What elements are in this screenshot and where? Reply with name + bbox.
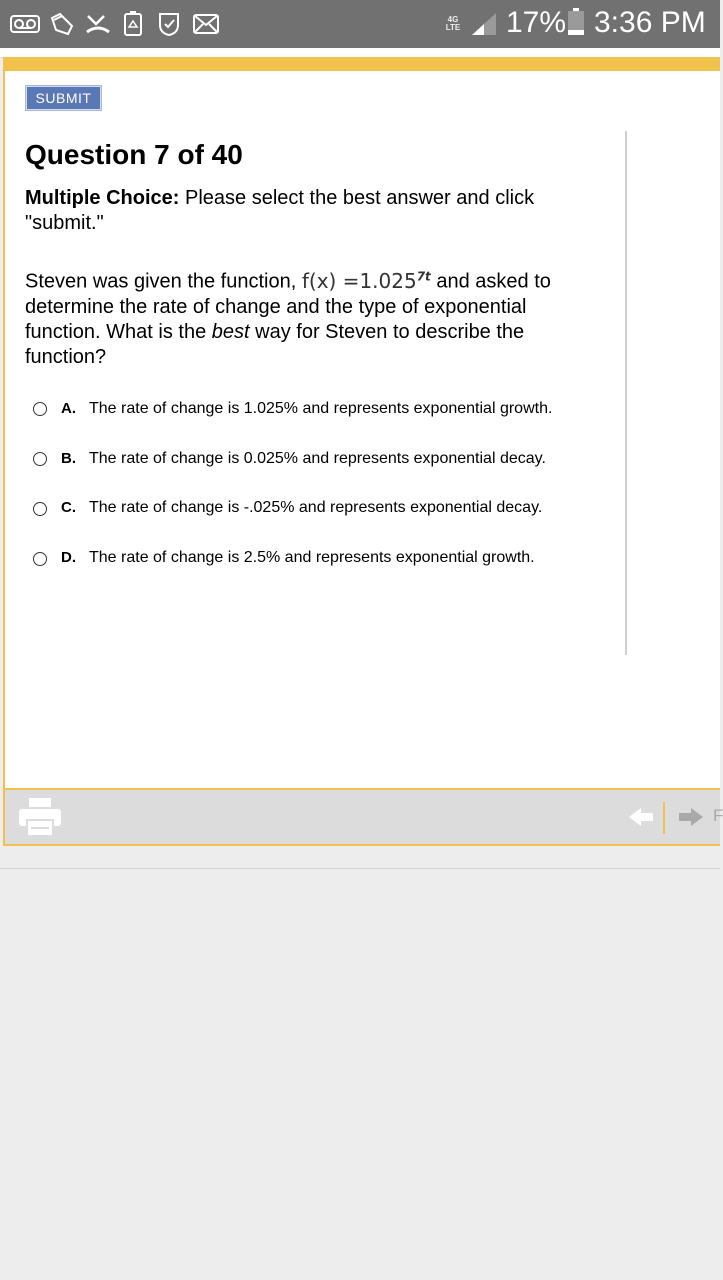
radio-button[interactable] xyxy=(33,552,47,566)
signal-icon xyxy=(470,12,498,36)
instructions-text: Please select the best answer and click "submit." xyxy=(25,187,535,234)
choice-text[interactable]: The rate of change is 2.5% and represents exponential growth. xyxy=(89,549,535,566)
choice-text[interactable]: The rate of change is -.025% and represents exponential decay. xyxy=(89,499,543,516)
stem-emphasis: best xyxy=(211,320,250,343)
stem-text-3: way for Steven to describe the function? xyxy=(25,320,525,368)
submit-button[interactable]: SUBMIT xyxy=(25,85,102,111)
nav-partial-label: F xyxy=(713,806,723,825)
choice-text[interactable]: The rate of change is 0.025% and represents exponential decay. xyxy=(89,450,546,467)
choice-letter: C. xyxy=(61,499,76,516)
voicemail-icon xyxy=(10,12,40,36)
choice-letter: D. xyxy=(61,549,76,566)
page-divider xyxy=(0,868,720,869)
function-base: f(x) =1.025 xyxy=(301,268,417,293)
question-stem xyxy=(25,264,595,370)
print-icon[interactable] xyxy=(19,798,61,841)
choice-letter: B. xyxy=(61,450,76,467)
choice-c[interactable] xyxy=(33,497,47,521)
vertical-divider xyxy=(625,131,627,655)
frame-header-bar xyxy=(5,57,720,71)
mail-icon xyxy=(193,12,219,36)
quiz-frame xyxy=(3,57,723,846)
instructions xyxy=(25,186,585,236)
back-arrow-icon[interactable] xyxy=(627,806,655,833)
flag-badge-icon xyxy=(156,12,182,36)
clock: 3:36 PM xyxy=(594,6,706,39)
bottom-toolbar xyxy=(5,788,723,844)
choice-b[interactable] xyxy=(33,447,47,471)
radio-button[interactable] xyxy=(33,402,47,416)
instructions-label: Multiple Choice: xyxy=(25,187,180,209)
stem-text-1: Steven was given the function, xyxy=(25,270,302,293)
stem-text-2: and asked to determine the rate of change and the type of exponential function. What is the xyxy=(25,270,551,343)
recycle-icon xyxy=(122,12,144,36)
choice-letter: A. xyxy=(61,400,76,417)
battery-percent: 17% xyxy=(506,6,567,39)
choice-a[interactable] xyxy=(33,397,47,421)
missed-call-icon xyxy=(85,12,111,36)
network-4g-lte-icon: 4G LTE xyxy=(445,15,461,32)
function-exponent: 7t xyxy=(416,269,431,283)
status-bar xyxy=(0,0,720,48)
missed-call-hand-icon xyxy=(48,12,76,36)
radio-button[interactable] xyxy=(33,452,47,466)
question-title: Question 7 of 40 xyxy=(25,139,243,170)
forward-arrow-icon[interactable] xyxy=(677,806,705,833)
battery-icon xyxy=(567,10,585,34)
function-expression xyxy=(302,269,431,293)
nav-separator xyxy=(663,802,665,834)
radio-button[interactable] xyxy=(33,502,47,516)
choice-text[interactable]: The rate of change is 1.025% and represents exponential growth. xyxy=(89,400,553,417)
choice-d[interactable] xyxy=(33,547,47,571)
